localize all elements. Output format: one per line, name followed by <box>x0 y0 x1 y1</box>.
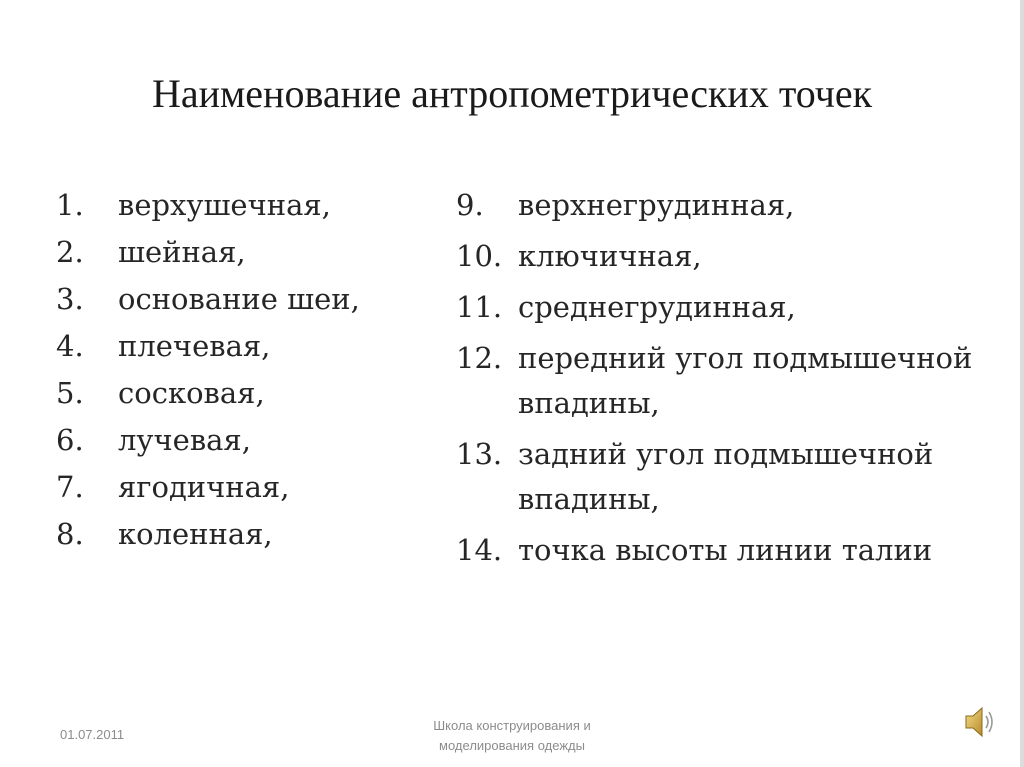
item-text: основание шеи, <box>118 282 360 316</box>
list-item <box>56 183 436 228</box>
list-item <box>56 277 436 322</box>
item-number: 13. <box>456 437 503 471</box>
item-text: задний угол подмышечной впадины, <box>518 437 934 516</box>
footer-school <box>362 716 662 756</box>
item-number: 8. <box>56 517 84 551</box>
item-number: 7. <box>56 470 84 504</box>
item-text: шейная, <box>118 235 246 269</box>
list-item <box>456 234 996 279</box>
item-number: 11. <box>456 290 503 324</box>
right-list <box>456 183 996 579</box>
item-text: среднегрудинная, <box>518 290 796 324</box>
item-text: верхнегрудинная, <box>518 188 795 222</box>
item-text: точка высоты линии талии <box>518 533 933 567</box>
left-list <box>56 183 436 559</box>
item-number: 12. <box>456 341 503 375</box>
list-item <box>56 371 436 416</box>
item-number: 10. <box>456 239 503 273</box>
item-text: плечевая, <box>118 329 271 363</box>
footer-school-line1: Школа конструирования и <box>433 718 591 733</box>
list-item <box>56 418 436 463</box>
item-number: 9. <box>456 188 484 222</box>
item-number: 2. <box>56 235 84 269</box>
footer-date: 01.07.2011 <box>60 727 125 742</box>
list-item <box>456 336 996 426</box>
item-number: 5. <box>56 376 84 410</box>
item-number: 1. <box>56 188 84 222</box>
item-number: 3. <box>56 282 84 316</box>
item-number: 6. <box>56 423 84 457</box>
item-text: передний угол подмышечной впадины, <box>518 341 973 420</box>
item-text: сосковая, <box>118 376 265 410</box>
list-item <box>456 528 996 573</box>
list-item <box>56 230 436 275</box>
item-number: 14. <box>456 533 503 567</box>
item-text: верхушечная, <box>118 188 331 222</box>
list-item <box>456 285 996 330</box>
item-text: ягодичная, <box>118 470 290 504</box>
list-item <box>56 324 436 369</box>
list-item <box>456 183 996 228</box>
item-text: лучевая, <box>118 423 251 457</box>
list-item <box>56 512 436 557</box>
item-number: 4. <box>56 329 84 363</box>
list-item <box>456 432 996 522</box>
slide-title: Наименование антропометрических точек <box>151 71 873 116</box>
item-text: коленная, <box>118 517 273 551</box>
list-item <box>56 465 436 510</box>
speaker-icon[interactable] <box>960 702 1000 742</box>
footer-school-line2: моделирования одежды <box>439 738 585 753</box>
item-text: ключичная, <box>518 239 702 273</box>
